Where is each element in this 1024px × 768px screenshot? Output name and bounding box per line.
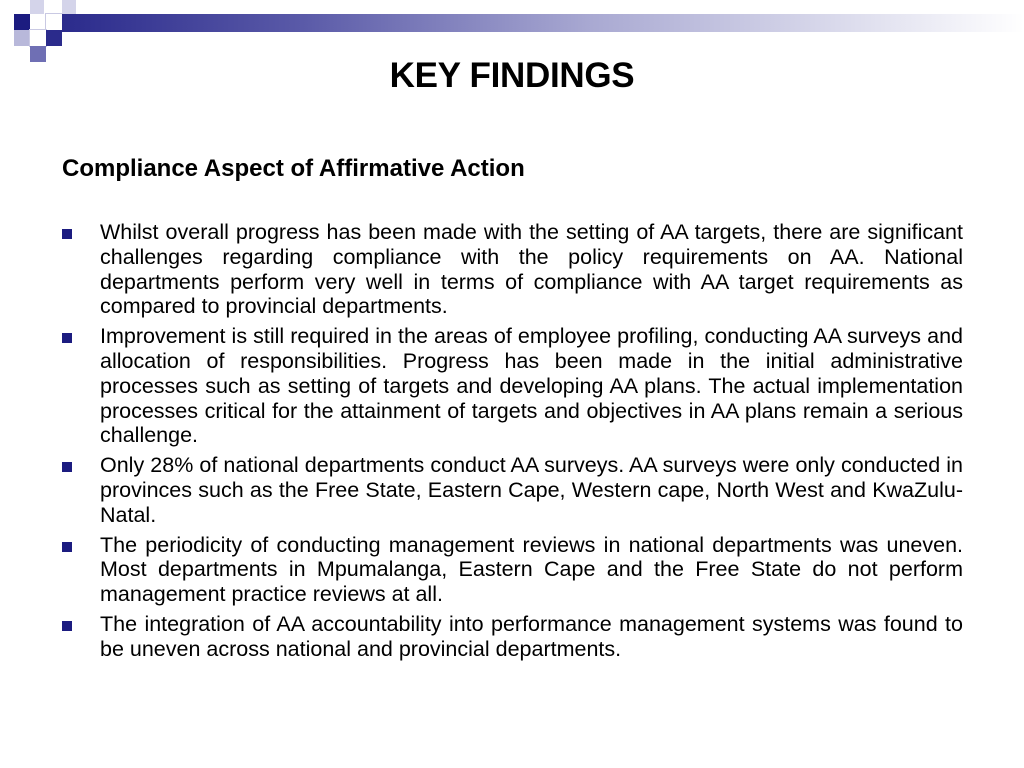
slide-subtitle: Compliance Aspect of Affirmative Action: [62, 155, 525, 182]
square-bullet-icon: [62, 229, 72, 239]
decor-square: [30, 30, 46, 46]
square-bullet-icon: [62, 333, 72, 343]
decor-square: [62, 0, 76, 14]
decor-square: [46, 30, 62, 46]
square-bullet-icon: [62, 462, 72, 472]
slide-title: KEY FINDINGS: [389, 56, 635, 95]
decor-square: [14, 30, 30, 46]
finding-text: Only 28% of national departments conduct AA surveys. AA surveys were only conducted in provinces such as the Free State, Eastern Cape, Western cape, North West and KwaZulu-Natal.: [100, 453, 963, 527]
finding-text: Improvement is still required in the areas of employee profiling, conducting AA surveys and allocation of responsibilities. Progress has been made in the initial administrative processes such as setting of targets and developing AA plans. The actual implementation processes critical for the attainment of targets and objectives in AA plans remain a serious challenge.: [100, 324, 963, 448]
findings-list: [62, 220, 963, 667]
finding-item: [62, 612, 963, 662]
header-gradient-band: [62, 14, 1024, 32]
square-bullet-icon: [62, 621, 72, 631]
decor-square: [30, 0, 44, 14]
finding-item: [62, 220, 963, 319]
finding-item: [62, 324, 963, 448]
square-bullet-icon: [62, 542, 72, 552]
finding-text: Whilst overall progress has been made with the setting of AA targets, there are significant challenges regarding compliance with the policy requirements on AA. National departments perform very well in terms of compliance with AA target requirements as compared to provincial departments.: [100, 220, 963, 319]
decor-square: [14, 14, 30, 30]
finding-item: [62, 533, 963, 607]
finding-text: The integration of AA accountability into performance management systems was found to be uneven across national and provincial departments.: [100, 611, 963, 661]
finding-text: The periodicity of conducting management reviews in national departments was uneven. Most departments in Mpumalanga, Eastern Cape and the Free State do not perform management practice reviews at all.: [100, 532, 963, 607]
decor-square: [46, 14, 62, 30]
finding-item: [62, 453, 963, 527]
